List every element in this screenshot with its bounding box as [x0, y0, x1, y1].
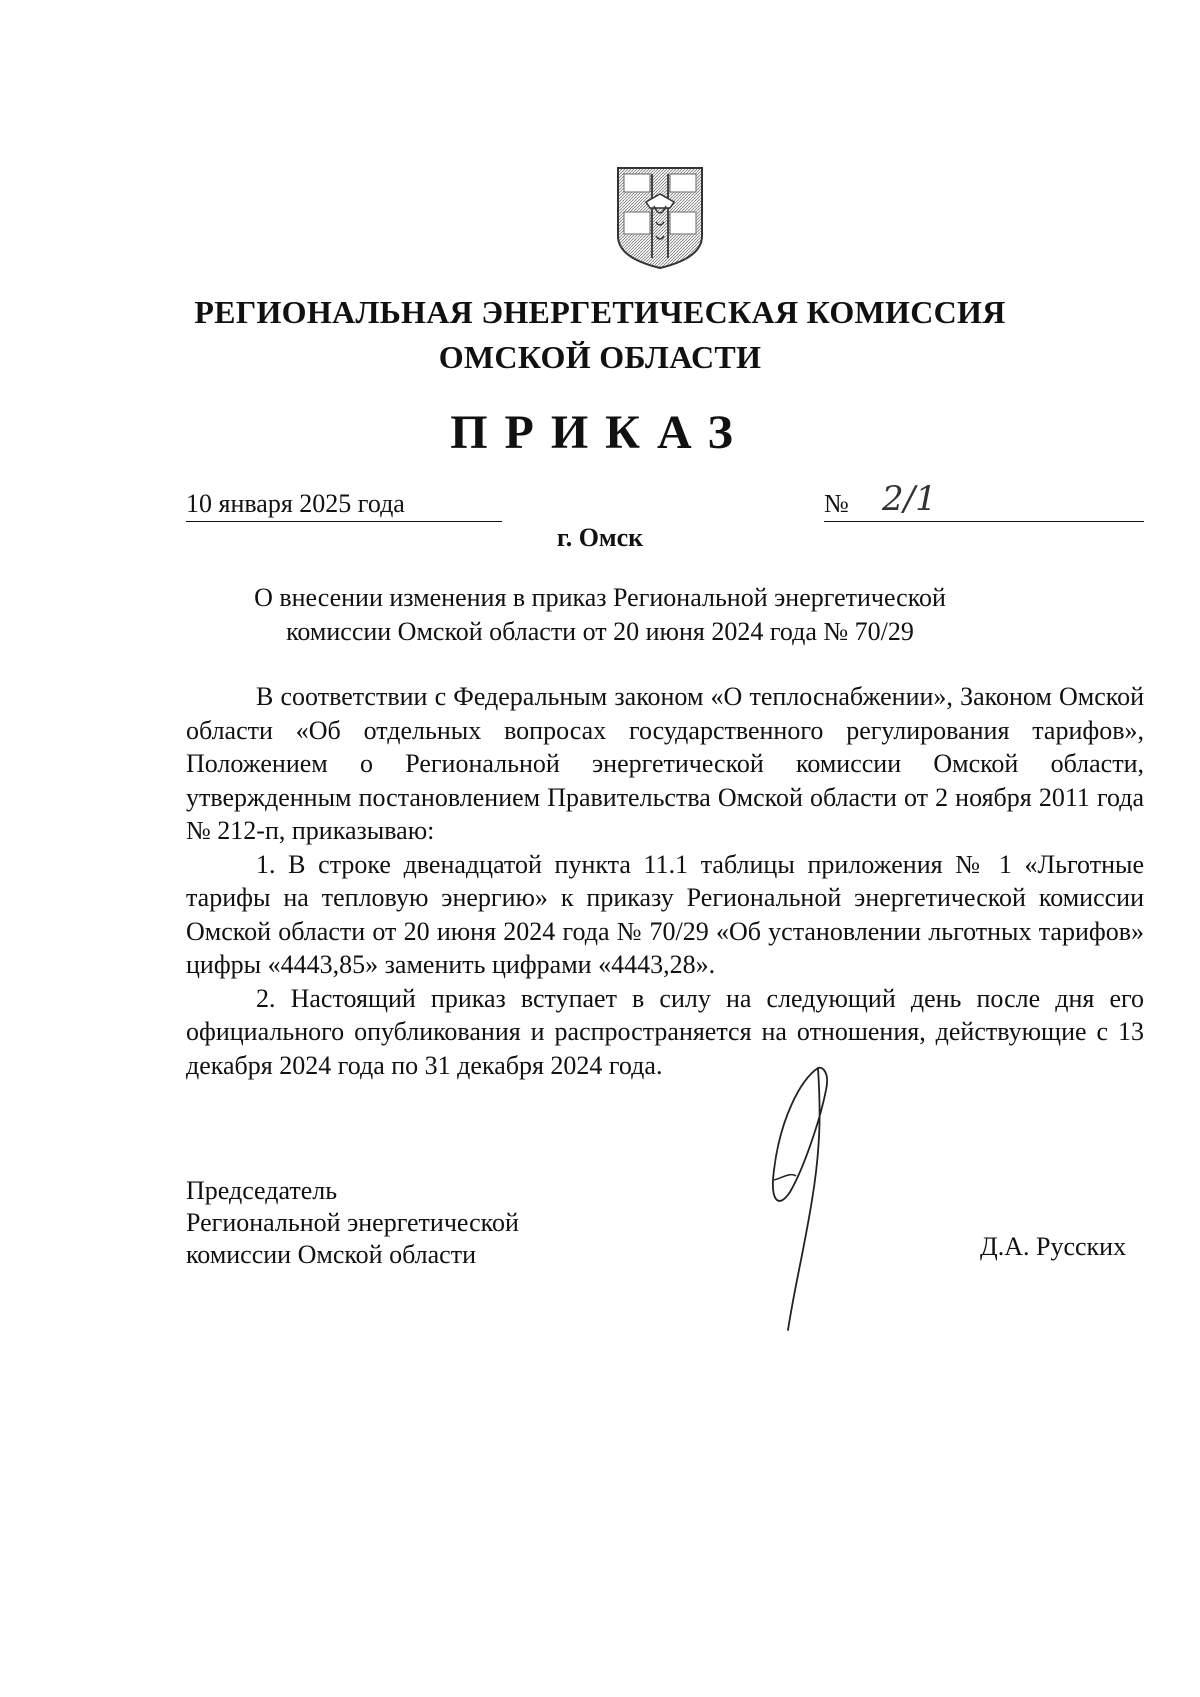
signatory-position: [186, 1175, 519, 1271]
position-line1: Председатель: [186, 1176, 338, 1205]
position-line2: Региональной энергетической: [186, 1208, 519, 1237]
number-sign: №: [824, 489, 849, 518]
preamble-paragraph: В соответствии с Федеральным законом «О теплоснабжении», Законом Омской области «Об отдельных вопросах государственного регулирования тарифов», Положением о Региональной энергетической комиссии Омской области, утвержденным постановлением Правительства Омской области от 2 ноября 2011 года № 212-п, приказываю:: [186, 682, 1144, 845]
organization-title-line1: РЕГИОНАЛЬНАЯ ЭНЕРГЕТИЧЕСКАЯ КОМИССИЯ: [194, 294, 1006, 330]
document-number-field: [824, 479, 1144, 522]
subject-line1: О внесении изменения в приказ Региональной энергетической: [254, 583, 946, 612]
document-body: [186, 680, 1144, 1082]
item-1-paragraph: 1. В строке двенадцатой пункта 11.1 таблицы приложения № 1 «Льготные тарифы на тепловую энергию» к приказу Региональной энергетической комиссии Омской области от 20 июня 2024 года № 70/29 «Об установлении льготных тарифов» цифры «4443,85» заменить цифрами «4443,28».: [186, 849, 1144, 979]
signatory-name: Д.А. Русских: [980, 1232, 1127, 1261]
item-2-paragraph: 2. Настоящий приказ вступает в силу на следующий день после дня его официального опубликования и распространяется на отношения, действующие с 13 декабря 2024 года по 31 декабря 2024 года.: [186, 983, 1144, 1080]
document-number-handwritten: 2/1: [882, 479, 937, 519]
subject-line2: комиссии Омской области от 20 июня 2024 года № 70/29: [286, 617, 914, 646]
document-date: 10 января 2025 года: [186, 489, 502, 522]
coat-of-arms-icon: [616, 166, 704, 270]
document-city: г. Омск: [556, 523, 644, 552]
position-line3: комиссии Омской области: [186, 1240, 476, 1269]
document-type: ПРИКАЗ: [450, 406, 750, 459]
handwritten-signature: [760, 1060, 880, 1340]
organization-title-line2: ОМСКОЙ ОБЛАСТИ: [438, 339, 762, 375]
